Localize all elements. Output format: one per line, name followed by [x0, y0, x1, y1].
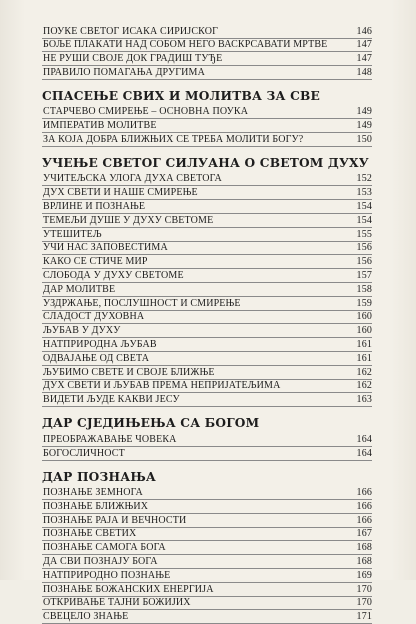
- entry-title: ПОУКЕ СВЕТОГ ИСАКА СИРИЈСКОГ: [43, 25, 219, 37]
- entry-page-number: 162: [356, 380, 372, 392]
- entry-title: ОТКРИВАЊЕ ТАЈНИ БОЖИЈИХ: [43, 597, 191, 609]
- toc-entry: [42, 214, 372, 228]
- entry-title: СВЕЦЕЛО ЗНАЊЕ: [43, 611, 129, 623]
- entry-page-number: 146: [356, 25, 372, 37]
- entry-page-number: 161: [356, 339, 372, 351]
- entry-page-number: 149: [356, 106, 372, 118]
- toc-entry: [42, 569, 372, 583]
- section-entries: [42, 25, 372, 80]
- entry-title: ДУХ СВЕТИ И ЉУБАВ ПРЕМА НЕПРИЈАТЕЉИМА: [43, 380, 281, 392]
- entry-title: СЛАДОСТ ДУХОВНА: [43, 311, 145, 323]
- entry-page-number: 167: [356, 528, 372, 540]
- entry-page-number: 154: [356, 214, 372, 226]
- toc-entry: [42, 611, 372, 624]
- section-entries: [42, 173, 372, 407]
- entry-page-number: 166: [356, 514, 372, 526]
- entry-page-number: 147: [356, 53, 372, 65]
- entry-title: НЕ РУШИ СВОЈЕ ДОК ГРАДИШ ТУЂЕ: [43, 53, 223, 65]
- entry-title: ПОЗНАЊЕ СВЕТИХ: [43, 528, 137, 540]
- toc-entry: [42, 201, 372, 215]
- entry-title: ДУХ СВЕТИ И НАШЕ СМИРЕЊЕ: [43, 187, 198, 199]
- toc-entry: [42, 528, 372, 542]
- entry-page-number: 150: [356, 133, 372, 145]
- toc-entry: [42, 39, 372, 53]
- entry-page-number: 156: [356, 256, 372, 268]
- entry-page-number: 166: [356, 487, 372, 499]
- entry-page-number: 166: [356, 500, 372, 512]
- entry-page-number: 161: [356, 352, 372, 364]
- toc-entry: [42, 433, 372, 447]
- entry-title: ИМПЕРАТИВ МОЛИТВЕ: [43, 120, 157, 132]
- toc-section: [42, 414, 372, 460]
- entry-title: ПРАВИЛО ПОМАГАЊА ДРУГИМА: [43, 66, 205, 78]
- entry-title: ЗА КОЈА ДОБРА БЛИЖЊИХ СЕ ТРЕБА МОЛИТИ БОГУ?: [43, 133, 304, 145]
- toc-entry: [42, 394, 372, 408]
- table-of-contents: [42, 25, 372, 624]
- entry-title: УЧИТЕЉСКА УЛОГА ДУХА СВЕТОГА: [43, 173, 222, 185]
- toc-entry: [42, 514, 372, 528]
- toc-entry: [42, 542, 372, 556]
- entry-page-number: 149: [356, 120, 372, 132]
- section-entries: [42, 106, 372, 147]
- toc-entry: [42, 173, 372, 187]
- entry-title: УЧИ НАС ЗАПОВЕСТИМА: [43, 242, 168, 254]
- toc-entry: [42, 311, 372, 325]
- entry-page-number: 170: [356, 583, 372, 595]
- entry-page-number: 154: [356, 201, 372, 213]
- entry-title: ЉУБИМО СВЕТЕ И СВОЈЕ БЛИЖЊЕ: [43, 366, 215, 378]
- entry-title: ТЕМЕЉИ ДУШЕ У ДУХУ СВЕТОМЕ: [43, 214, 214, 226]
- toc-entry: [42, 366, 372, 380]
- entry-title: СЛОБОДА У ДУХУ СВЕТОМЕ: [43, 270, 184, 282]
- entry-page-number: 160: [356, 311, 372, 323]
- entry-page-number: 157: [356, 270, 372, 282]
- entry-title: ВИДЕТИ ЉУДЕ КАКВИ ЈЕСУ: [43, 394, 180, 406]
- toc-section: [42, 154, 372, 407]
- toc-entry: [42, 597, 372, 611]
- entry-title: ПОЗНАЊЕ БЛИЖЊИХ: [43, 500, 149, 512]
- entry-title: ПРЕОБРАЖАВАЊЕ ЧОВЕКА: [43, 433, 177, 445]
- entry-title: ПОЗНАЊЕ САМОГА БОГА: [43, 542, 166, 554]
- toc-entry: [42, 297, 372, 311]
- entry-title: НАТПРИРОДНО ПОЗНАЊЕ: [43, 569, 171, 581]
- entry-page-number: 169: [356, 569, 372, 581]
- entry-title: ПОЗНАЊЕ БОЖАНСКИХ ЕНЕРГИЈА: [43, 583, 214, 595]
- entry-title: БОЉЕ ПЛАКАТИ НАД СОБОМ НЕГО ВАСКРСАВАТИ МРТВЕ: [43, 39, 328, 51]
- entry-page-number: 162: [356, 366, 372, 378]
- entry-title: ПОЗНАЊЕ ЗЕМНОГА: [43, 487, 143, 499]
- entry-title: УТЕШИТЕЉ: [43, 228, 102, 240]
- toc-section: [42, 87, 372, 147]
- toc-entry: [42, 380, 372, 394]
- entry-page-number: 171: [356, 611, 372, 623]
- toc-entry: [42, 133, 372, 147]
- toc-entry: [42, 256, 372, 270]
- toc-entry: [42, 242, 372, 256]
- toc-entry: [42, 339, 372, 353]
- entry-page-number: 153: [356, 187, 372, 199]
- entry-title: ОДВАЈАЊЕ ОД СВЕТА: [43, 352, 150, 364]
- section-heading: УЧЕЊЕ СВЕТОГ СИЛУАНА О СВЕТОМ ДУХУ: [42, 155, 369, 170]
- toc-entry: [42, 352, 372, 366]
- entry-page-number: 158: [356, 283, 372, 295]
- entry-title: ВРЛИНЕ И ПОЗНАЊЕ: [43, 201, 146, 213]
- toc-section: [42, 25, 372, 80]
- section-entries: [42, 433, 372, 460]
- entry-page-number: 147: [356, 39, 372, 51]
- toc-entry: [42, 583, 372, 597]
- toc-entry: [42, 187, 372, 201]
- toc-entry: [42, 66, 372, 80]
- toc-entry: [42, 25, 372, 39]
- entry-page-number: 163: [356, 394, 372, 406]
- section-heading: ДАР СЈЕДИЊЕЊА СА БОГОМ: [42, 416, 260, 431]
- toc-entry: [42, 487, 372, 501]
- entry-page-number: 164: [356, 433, 372, 445]
- entry-page-number: 156: [356, 242, 372, 254]
- section-entries: [42, 487, 372, 624]
- toc-entry: [42, 53, 372, 67]
- toc-entry: [42, 270, 372, 284]
- section-heading: ДАР ПОЗНАЊА: [42, 469, 157, 484]
- entry-title: ДА СВИ ПОЗНАЈУ БОГА: [43, 556, 158, 568]
- toc-entry: [42, 500, 372, 514]
- entry-page-number: 155: [356, 228, 372, 240]
- entry-title: ДАР МОЛИТВЕ: [43, 283, 116, 295]
- toc-entry: [42, 325, 372, 339]
- toc-entry: [42, 556, 372, 570]
- entry-title: БОГОСЛИЧНОСТ: [43, 447, 125, 459]
- entry-title: СТАРЧЕВО СМИРЕЊЕ – ОСНОВНА ПОУКА: [43, 106, 249, 118]
- entry-page-number: 168: [356, 556, 372, 568]
- toc-entry: [42, 106, 372, 120]
- entry-page-number: 148: [356, 66, 372, 78]
- entry-page-number: 152: [356, 173, 372, 185]
- entry-title: ПОЗНАЊЕ РАЈА И ВЕЧНОСТИ: [43, 514, 187, 526]
- entry-page-number: 160: [356, 325, 372, 337]
- toc-entry: [42, 283, 372, 297]
- toc-entry: [42, 120, 372, 134]
- entry-page-number: 168: [356, 542, 372, 554]
- entry-page-number: 170: [356, 597, 372, 609]
- entry-page-number: 164: [356, 447, 372, 459]
- toc-section: [42, 468, 372, 624]
- section-heading: СПАСЕЊЕ СВИХ И МОЛИТВА ЗА СВЕ: [42, 88, 320, 103]
- entry-title: ЉУБАВ У ДУХУ: [43, 325, 121, 337]
- toc-entry: [42, 447, 372, 461]
- entry-title: НАТПРИРОДНА ЉУБАВ: [43, 339, 157, 351]
- entry-title: КАКО СЕ СТИЧЕ МИР: [43, 256, 148, 268]
- entry-page-number: 159: [356, 297, 372, 309]
- entry-title: УЗДРЖАЊЕ, ПОСЛУШНОСТ И СМИРЕЊЕ: [43, 297, 241, 309]
- toc-entry: [42, 228, 372, 242]
